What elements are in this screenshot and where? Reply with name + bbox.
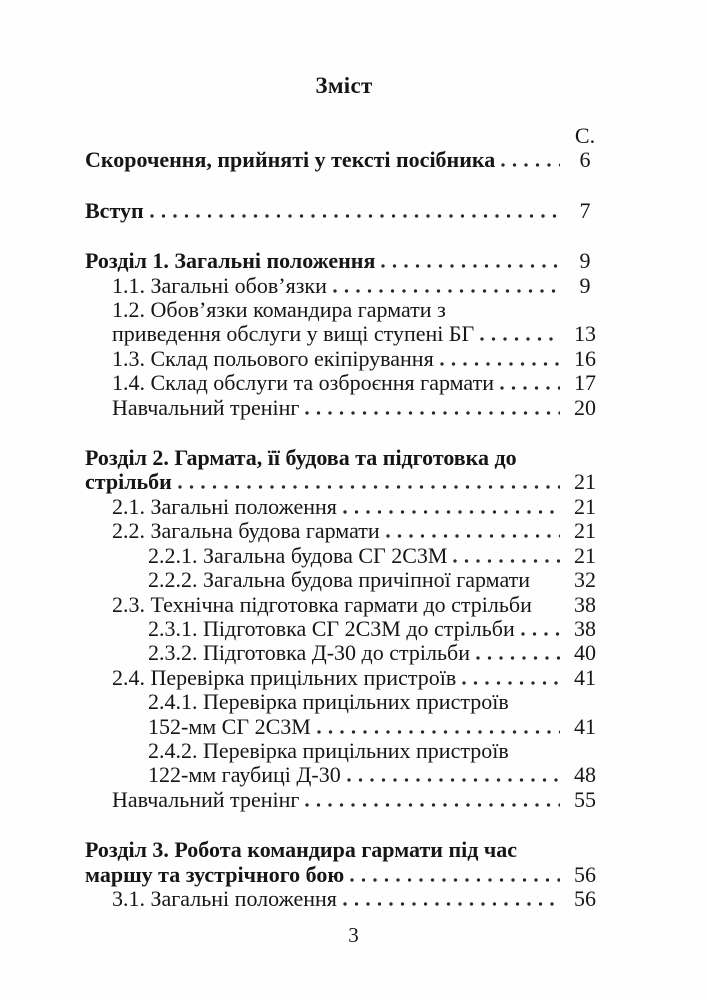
toc-entry	[85, 593, 603, 617]
toc-page-number: 21	[574, 469, 596, 495]
toc-entry-text: 2.2. Загальна будова гармати	[112, 518, 380, 544]
toc-entry	[85, 298, 603, 322]
toc-entry	[85, 690, 603, 714]
toc-entry-chapter-3-continuation	[85, 863, 603, 887]
dot-leader-icon	[501, 163, 560, 167]
dot-leader-icon	[343, 510, 560, 514]
toc-page-number: 9	[579, 272, 591, 298]
toc-entry-text: 122-мм гаубиці Д-30	[148, 762, 341, 788]
toc-page-number: 38	[574, 615, 596, 641]
toc-entry-training	[85, 788, 603, 812]
toc-entry-abbreviations	[85, 148, 603, 172]
dot-leader-icon	[500, 386, 560, 390]
toc-entry	[85, 887, 603, 911]
toc-entry-chapter-3	[85, 838, 603, 862]
toc-entry-chapter-2-continuation	[85, 470, 603, 494]
page-title: Зміст	[315, 73, 373, 98]
dot-leader-icon	[350, 878, 560, 882]
dot-leader-icon	[150, 214, 560, 218]
toc-entry	[85, 739, 603, 763]
toc-entry-text: приведення обслуги у вищі ступені БГ	[112, 321, 475, 347]
toc-entry	[85, 519, 603, 543]
dot-leader-icon	[453, 559, 560, 563]
toc-entry	[85, 274, 603, 298]
toc-entry	[85, 568, 603, 592]
toc-entry-text: Навчальний тренінг	[112, 786, 300, 812]
toc-entry-text: 2.4.1. Перевірка прицільних пристроїв	[148, 689, 509, 715]
toc-entry	[85, 617, 603, 641]
toc-entry-text: 2.3. Технічна підготовка гармати до стрільби	[112, 591, 532, 617]
toc-entry-text: Розділ 3. Робота командира гармати під час	[85, 837, 518, 863]
dot-leader-icon	[347, 778, 560, 782]
toc-entry-text: 2.1. Загальні положення	[112, 493, 337, 519]
dot-leader-icon	[343, 902, 560, 906]
toc-entry-continuation	[85, 715, 603, 739]
toc-entry-text: 1.2. Обов’язки командира гармати з	[112, 297, 446, 323]
toc-entry-introduction	[85, 199, 603, 223]
toc-entry-continuation	[85, 763, 603, 787]
toc-entry-text: Скорочення, прийняті у тексті посібника	[85, 147, 496, 173]
toc-page-number: 6	[579, 147, 591, 173]
toc-entry-chapter-1	[85, 249, 603, 273]
toc-entry	[85, 666, 603, 690]
toc-page-number: 56	[574, 885, 596, 911]
toc-page-number: 41	[574, 664, 596, 690]
toc-entry-text: Навчальний тренінг	[112, 394, 300, 420]
toc-entry-text: 2.2.2. Загальна будова причіпної гармати	[148, 567, 531, 593]
toc-entry-text: маршу та зустрічного бою	[85, 861, 345, 887]
dot-leader-icon	[476, 656, 560, 660]
folio-page-number: 3	[348, 923, 359, 948]
dot-leader-icon	[333, 289, 560, 293]
toc-entry-text: 152-мм СГ 2С3М	[148, 713, 311, 739]
dot-leader-icon	[538, 608, 560, 612]
toc-entry-text: 2.3.1. Підготовка СГ 2С3М до стрільби	[148, 615, 515, 641]
toc-page-number: 17	[574, 370, 596, 396]
toc-entry-text: 3.1. Загальні положення	[112, 885, 337, 911]
toc-page-number: 21	[574, 493, 596, 519]
toc-entry-text: Вступ	[85, 197, 144, 223]
page-column-header-row	[85, 124, 603, 148]
toc-page-number: 55	[574, 786, 596, 812]
dot-leader-icon	[462, 681, 560, 685]
toc-entry	[85, 495, 603, 519]
toc-entry-text: 2.4. Перевірка прицільних пристроїв	[112, 664, 457, 690]
toc-entry-text: 2.4.2. Перевірка прицільних пристроїв	[148, 737, 509, 763]
toc-entry-training	[85, 396, 603, 420]
toc-entry-text: Розділ 1. Загальні положення	[85, 248, 376, 274]
toc-entry-text: 2.2.1. Загальна будова СГ 2С3М	[148, 542, 448, 568]
toc-page-number: 38	[574, 591, 596, 617]
toc-page-number: 41	[574, 713, 596, 739]
dot-leader-icon	[480, 337, 560, 341]
toc-entry	[85, 544, 603, 568]
toc-page-number: 48	[574, 762, 596, 788]
toc-entry	[85, 371, 603, 395]
toc-entry	[85, 641, 603, 665]
toc-page-number: 9	[579, 248, 591, 274]
toc-entry-text: стрільби	[85, 469, 172, 495]
dot-leader-icon	[521, 632, 560, 636]
dot-leader-icon	[305, 803, 560, 807]
toc-page-number: 21	[574, 518, 596, 544]
dot-leader-icon	[386, 534, 560, 538]
toc-entry-text: 1.4. Склад обслуги та озброєння гармати	[112, 370, 494, 396]
dot-leader-icon	[317, 730, 560, 734]
dot-leader-icon	[305, 411, 560, 415]
toc-page-number: 20	[574, 394, 596, 420]
dot-leader-icon	[381, 264, 560, 268]
toc-page-number: 40	[574, 640, 596, 666]
dot-leader-icon	[440, 362, 560, 366]
toc-entry-text: 2.3.2. Підготовка Д-30 до стрільби	[148, 640, 470, 666]
dot-leader-icon	[536, 583, 560, 587]
toc-entry-text: Розділ 2. Гармата, її будова та підготовка до	[85, 445, 517, 471]
toc-page-number: 32	[574, 567, 596, 593]
toc-entry	[85, 347, 603, 371]
page-column-header: С.	[574, 123, 596, 148]
toc-page-number: 7	[579, 197, 591, 223]
toc-entry-text: 1.3. Склад польового екіпірування	[112, 345, 434, 371]
toc-page-number: 13	[574, 321, 596, 347]
toc-page-number: 16	[574, 345, 596, 371]
dot-leader-icon	[178, 485, 560, 489]
toc-entry-chapter-2	[85, 446, 603, 470]
toc-entry-continuation	[85, 322, 603, 346]
toc-page-number: 56	[574, 861, 596, 887]
toc-entry-text: 1.1. Загальні обов’язки	[112, 272, 327, 298]
toc-page-number: 21	[574, 542, 596, 568]
